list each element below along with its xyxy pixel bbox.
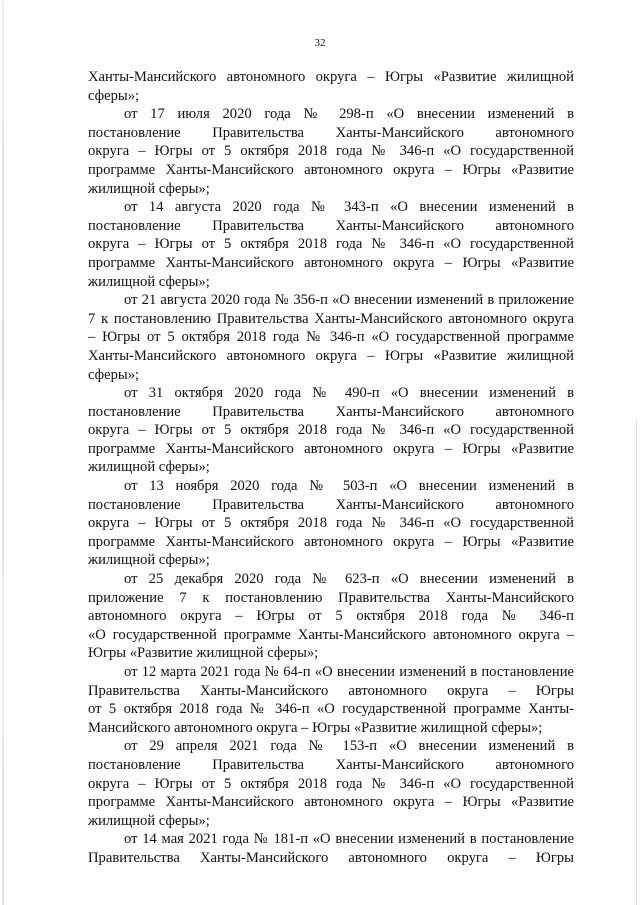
text-line: от 13 ноября 2020 года № 503-п «О внесении изменений в [124,478,574,495]
text-line: от 25 декабря 2020 года № 623-п «О внесении изменений в [124,571,574,588]
text-line: Правительства Ханты-Мансийского автономного округа – Югры [88,682,574,699]
text-line: Югры «Развитие жилищной сферы»; [88,645,319,662]
scan-edge-right [636,420,637,905]
text-line: от 29 апреля 2021 года № 153-п «О внесении изменений в [124,738,574,755]
text-line: жилищной сферы»; [88,812,210,829]
text-line: от 17 июля 2020 года № 298-п «О внесении изменений в [124,106,574,123]
text-line: от 5 октября 2018 года № 346-п «О государственной программе Ханты- [88,701,574,718]
text-line: программе Ханты-Мансийского автономного округа – Югры «Развитие [88,794,574,811]
text-line: – Югры от 5 октября 2018 года № 346-п «О государственной программе [88,329,574,346]
text-line: сферы»; [88,87,140,104]
text-line: автономного округа – Югры от 5 октября 2018 года № 346-п [88,608,574,625]
scan-edge-left [2,0,4,905]
text-line: Правительства Ханты-Мансийского автономного округа – Югры [88,849,574,866]
text-line: жилищной сферы»; [88,273,210,290]
text-line: постановление Правительства Ханты-Мансийского автономного [88,496,574,513]
text-line: от 14 августа 2020 года № 343-п «О внесении изменений в [124,199,574,216]
text-line: приложение 7 к постановлению Правительства Ханты-Мансийского [88,589,574,606]
text-line: постановление Правительства Ханты-Мансийского автономного [88,403,574,420]
text-line: жилищной сферы»; [88,459,210,476]
text-line: от 21 августа 2020 года № 356-п «О внесении изменений в приложение [124,292,574,309]
text-line: округа – Югры от 5 октября 2018 года № 346-п «О государственной [88,236,574,253]
text-line: жилищной сферы»; [88,552,210,569]
text-line: программе Ханты-Мансийского автономного округа – Югры «Развитие [88,161,574,178]
text-line: Мансийского автономного округа – Югры «Развитие жилищной сферы»; [88,719,543,736]
text-line: постановление Правительства Ханты-Мансийского автономного [88,217,574,234]
text-line: Ханты-Мансийского автономного округа – Югры «Развитие жилищной [88,69,574,85]
text-line: постановление Правительства Ханты-Мансийского автономного [88,756,574,773]
text-line: округа – Югры от 5 октября 2018 года № 346-п «О государственной [88,775,574,792]
document-body [88,68,574,868]
text-line: программе Ханты-Мансийского автономного округа – Югры «Развитие [88,254,574,271]
text-line: округа – Югры от 5 октября 2018 года № 346-п «О государственной [88,515,574,532]
text-line: программе Ханты-Мансийского автономного округа – Югры «Развитие [88,440,574,457]
text-line: «О государственной программе Ханты-Мансийского автономного округа – [88,626,574,643]
page-number: 32 [314,37,326,49]
text-line: жилищной сферы»; [88,180,210,197]
text-line: округа – Югры от 5 октября 2018 года № 346-п «О государственной [88,422,574,439]
text-line: от 31 октября 2020 года № 490-п «О внесении изменений в [124,385,574,402]
text-line: от 12 марта 2021 года № 64-п «О внесении изменений в постановление [124,664,574,680]
text-line: программе Ханты-Мансийского автономного округа – Югры «Развитие [88,533,574,550]
text-line: Ханты-Мансийского автономного округа – Югры «Развитие жилищной [88,347,574,364]
text-line: 7 к постановлению Правительства Ханты-Мансийского автономного округа [88,310,574,327]
text-line: от 14 мая 2021 года № 181-п «О внесении изменений в постановление [124,831,574,848]
text-line: сферы»; [88,366,140,383]
text-line: округа – Югры от 5 октября 2018 года № 346-п «О государственной [88,143,574,160]
text-line: постановление Правительства Ханты-Мансийского автономного [88,124,574,141]
